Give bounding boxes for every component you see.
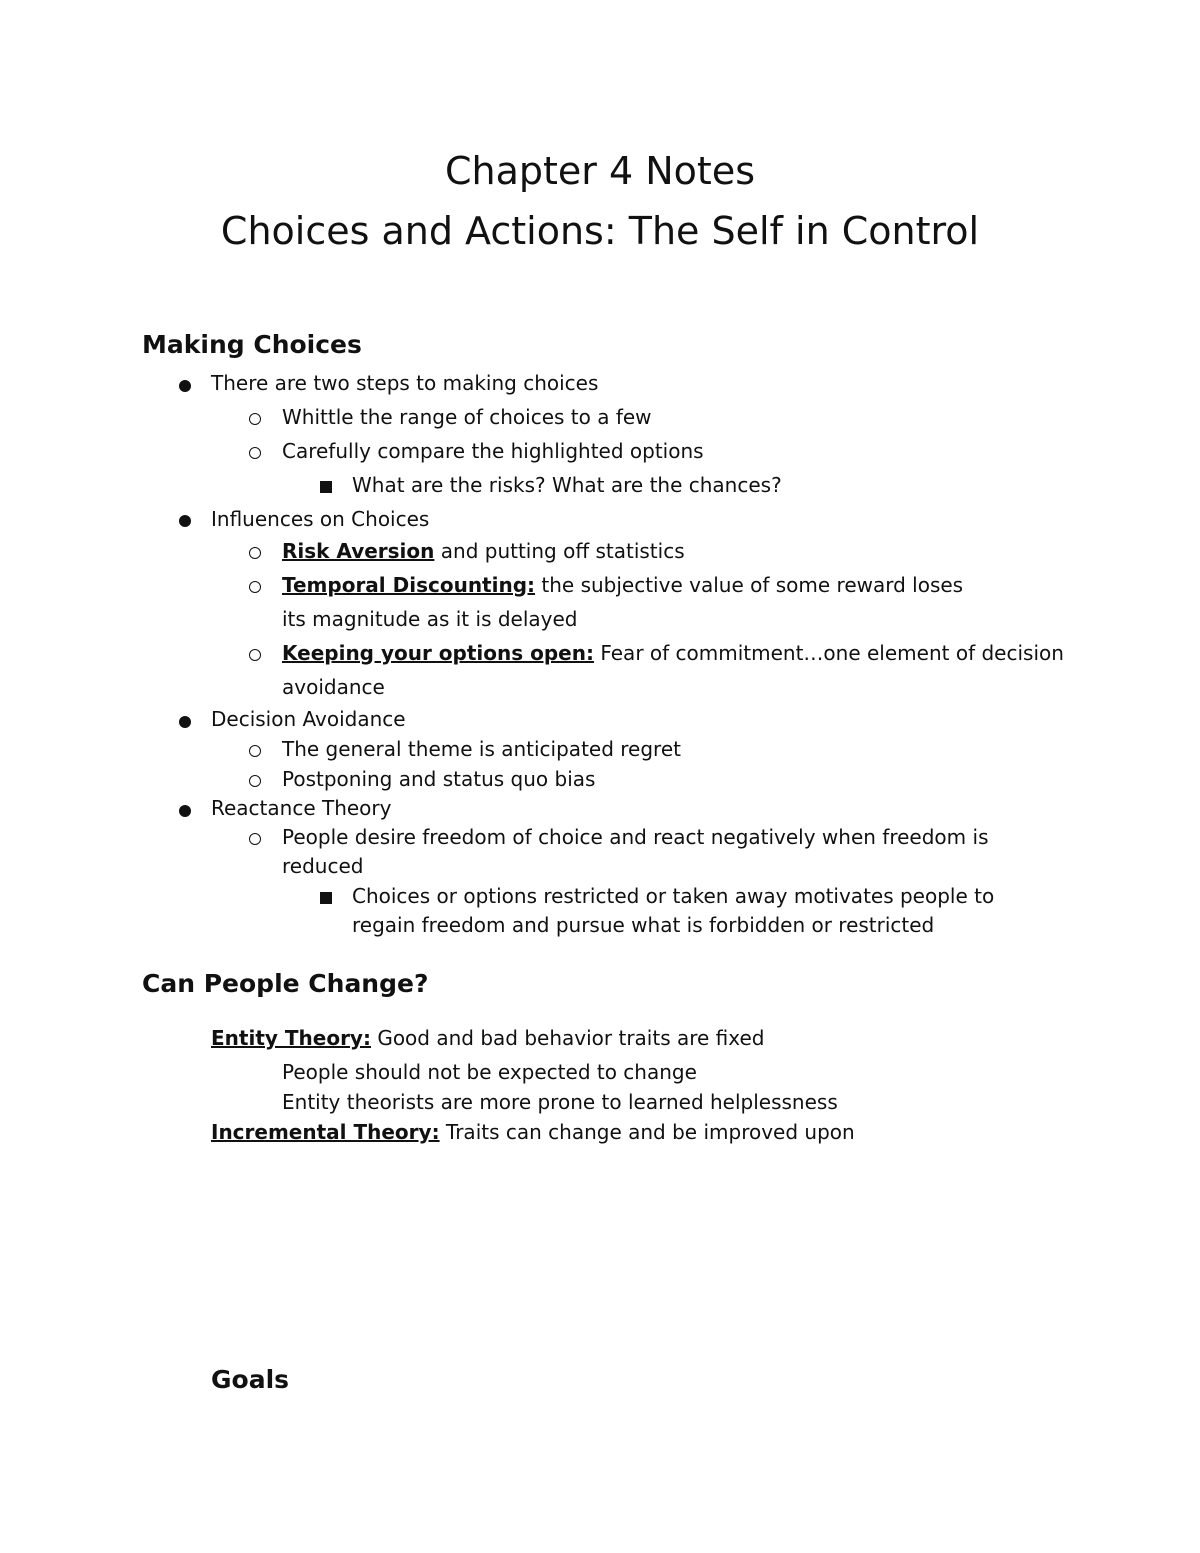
bullet-circle-icon	[249, 833, 261, 845]
list-item: Carefully compare the highlighted options	[282, 439, 704, 463]
list-item: Influences on Choices	[211, 507, 430, 531]
list-item	[282, 640, 1064, 666]
entity-theory-line	[211, 1025, 765, 1051]
detail-line: Entity theorists are more prone to learned helplessness	[282, 1090, 838, 1114]
list-item-continuation: its magnitude as it is delayed	[282, 607, 578, 631]
incremental-theory-line	[211, 1119, 855, 1145]
list-item: Decision Avoidance	[211, 707, 406, 731]
list-item-continuation: regain freedom and pursue what is forbidden or restricted	[352, 913, 935, 937]
term-incremental-theory: Incremental Theory:	[211, 1120, 440, 1144]
list-item: Postponing and status quo bias	[282, 767, 596, 791]
section-heading-goals: Goals	[211, 1365, 290, 1394]
list-item-continuation: avoidance	[282, 675, 385, 699]
bullet-disc-icon	[179, 515, 191, 527]
definition-text: and putting off statistics	[434, 539, 685, 563]
bullet-circle-icon	[249, 413, 261, 425]
list-item: People desire freedom of choice and react negatively when freedom is	[282, 825, 989, 849]
list-item: There are two steps to making choices	[211, 371, 599, 395]
document-subtitle: Choices and Actions: The Self in Control	[220, 209, 980, 253]
list-item: What are the risks? What are the chances?	[352, 473, 782, 497]
section-heading-can-people-change: Can People Change?	[142, 969, 429, 998]
bullet-disc-icon	[179, 716, 191, 728]
bullet-circle-icon	[249, 581, 261, 593]
bullet-disc-icon	[179, 380, 191, 392]
list-item-continuation: reduced	[282, 854, 364, 878]
list-item	[282, 572, 963, 598]
bullet-square-icon	[320, 892, 332, 904]
definition-text: Fear of commitment…one element of decision	[593, 641, 1064, 665]
bullet-circle-icon	[249, 775, 261, 787]
section-heading-making-choices: Making Choices	[142, 330, 362, 359]
definition-text: Traits can change and be improved upon	[439, 1120, 855, 1144]
list-item: Choices or options restricted or taken away motivates people to	[352, 884, 995, 908]
bullet-circle-icon	[249, 547, 261, 559]
detail-line: People should not be expected to change	[282, 1060, 697, 1084]
list-item: The general theme is anticipated regret	[282, 737, 681, 761]
definition-text: Good and bad behavior traits are fixed	[370, 1026, 765, 1050]
list-item: Whittle the range of choices to a few	[282, 405, 652, 429]
term-keeping-options-open: Keeping your options open:	[282, 641, 594, 665]
bullet-disc-icon	[179, 805, 191, 817]
document-title: Chapter 4 Notes	[444, 149, 755, 193]
list-item	[282, 538, 685, 564]
bullet-circle-icon	[249, 649, 261, 661]
term-risk-aversion: Risk Aversion	[282, 539, 435, 563]
bullet-square-icon	[320, 481, 332, 493]
list-item: Reactance Theory	[211, 796, 392, 820]
bullet-circle-icon	[249, 745, 261, 757]
bullet-circle-icon	[249, 447, 261, 459]
definition-text: the subjective value of some reward loses	[535, 573, 964, 597]
term-temporal-discounting: Temporal Discounting:	[282, 573, 536, 597]
term-entity-theory: Entity Theory:	[211, 1026, 371, 1050]
